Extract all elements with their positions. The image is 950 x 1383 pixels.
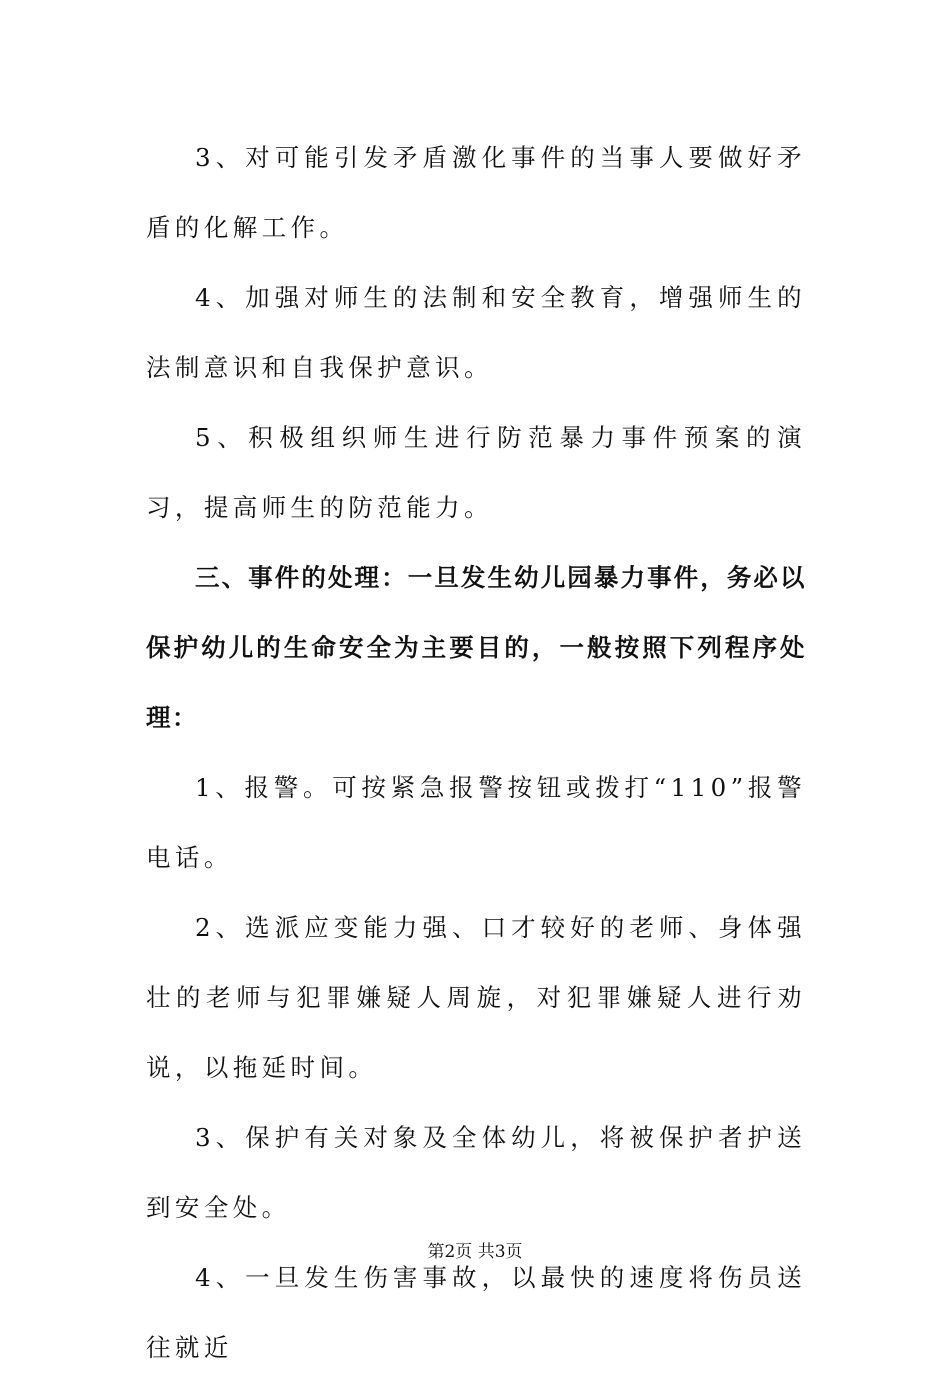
paragraph-handling-1: 1、报警。可按紧急报警按钮或拨打“110”报警电话。: [146, 773, 806, 872]
paragraph-prevention-5: 5、积极组织师生进行防范暴力事件预案的演习，提高师生的防范能力。: [146, 423, 806, 522]
section-heading-handling: 三、事件的处理：一旦发生幼儿园暴力事件，务必以保护幼儿的生命安全为主要目的，一般按照下列程序处理：: [146, 563, 806, 732]
page-footer: 第2页 共3页: [427, 1242, 523, 1262]
paragraph-handling-2: 2、选派应变能力强、口才较好的老师、身体强壮的老师与犯罪嫌疑人周旋，对犯罪嫌疑人进行劝说，以拖延时间。: [146, 913, 806, 1082]
document-body: [146, 123, 806, 1383]
paragraph-prevention-4: 4、加强对师生的法制和安全教育，增强师生的法制意识和自我保护意识。: [146, 283, 806, 382]
paragraph-handling-4: 4、一旦发生伤害事故，以最快的速度将伤员送往就近: [146, 1263, 806, 1362]
paragraph-handling-3: 3、保护有关对象及全体幼儿，将被保护者护送到安全处。: [146, 1123, 806, 1222]
paragraph-prevention-3: 3、对可能引发矛盾激化事件的当事人要做好矛盾的化解工作。: [146, 143, 806, 242]
